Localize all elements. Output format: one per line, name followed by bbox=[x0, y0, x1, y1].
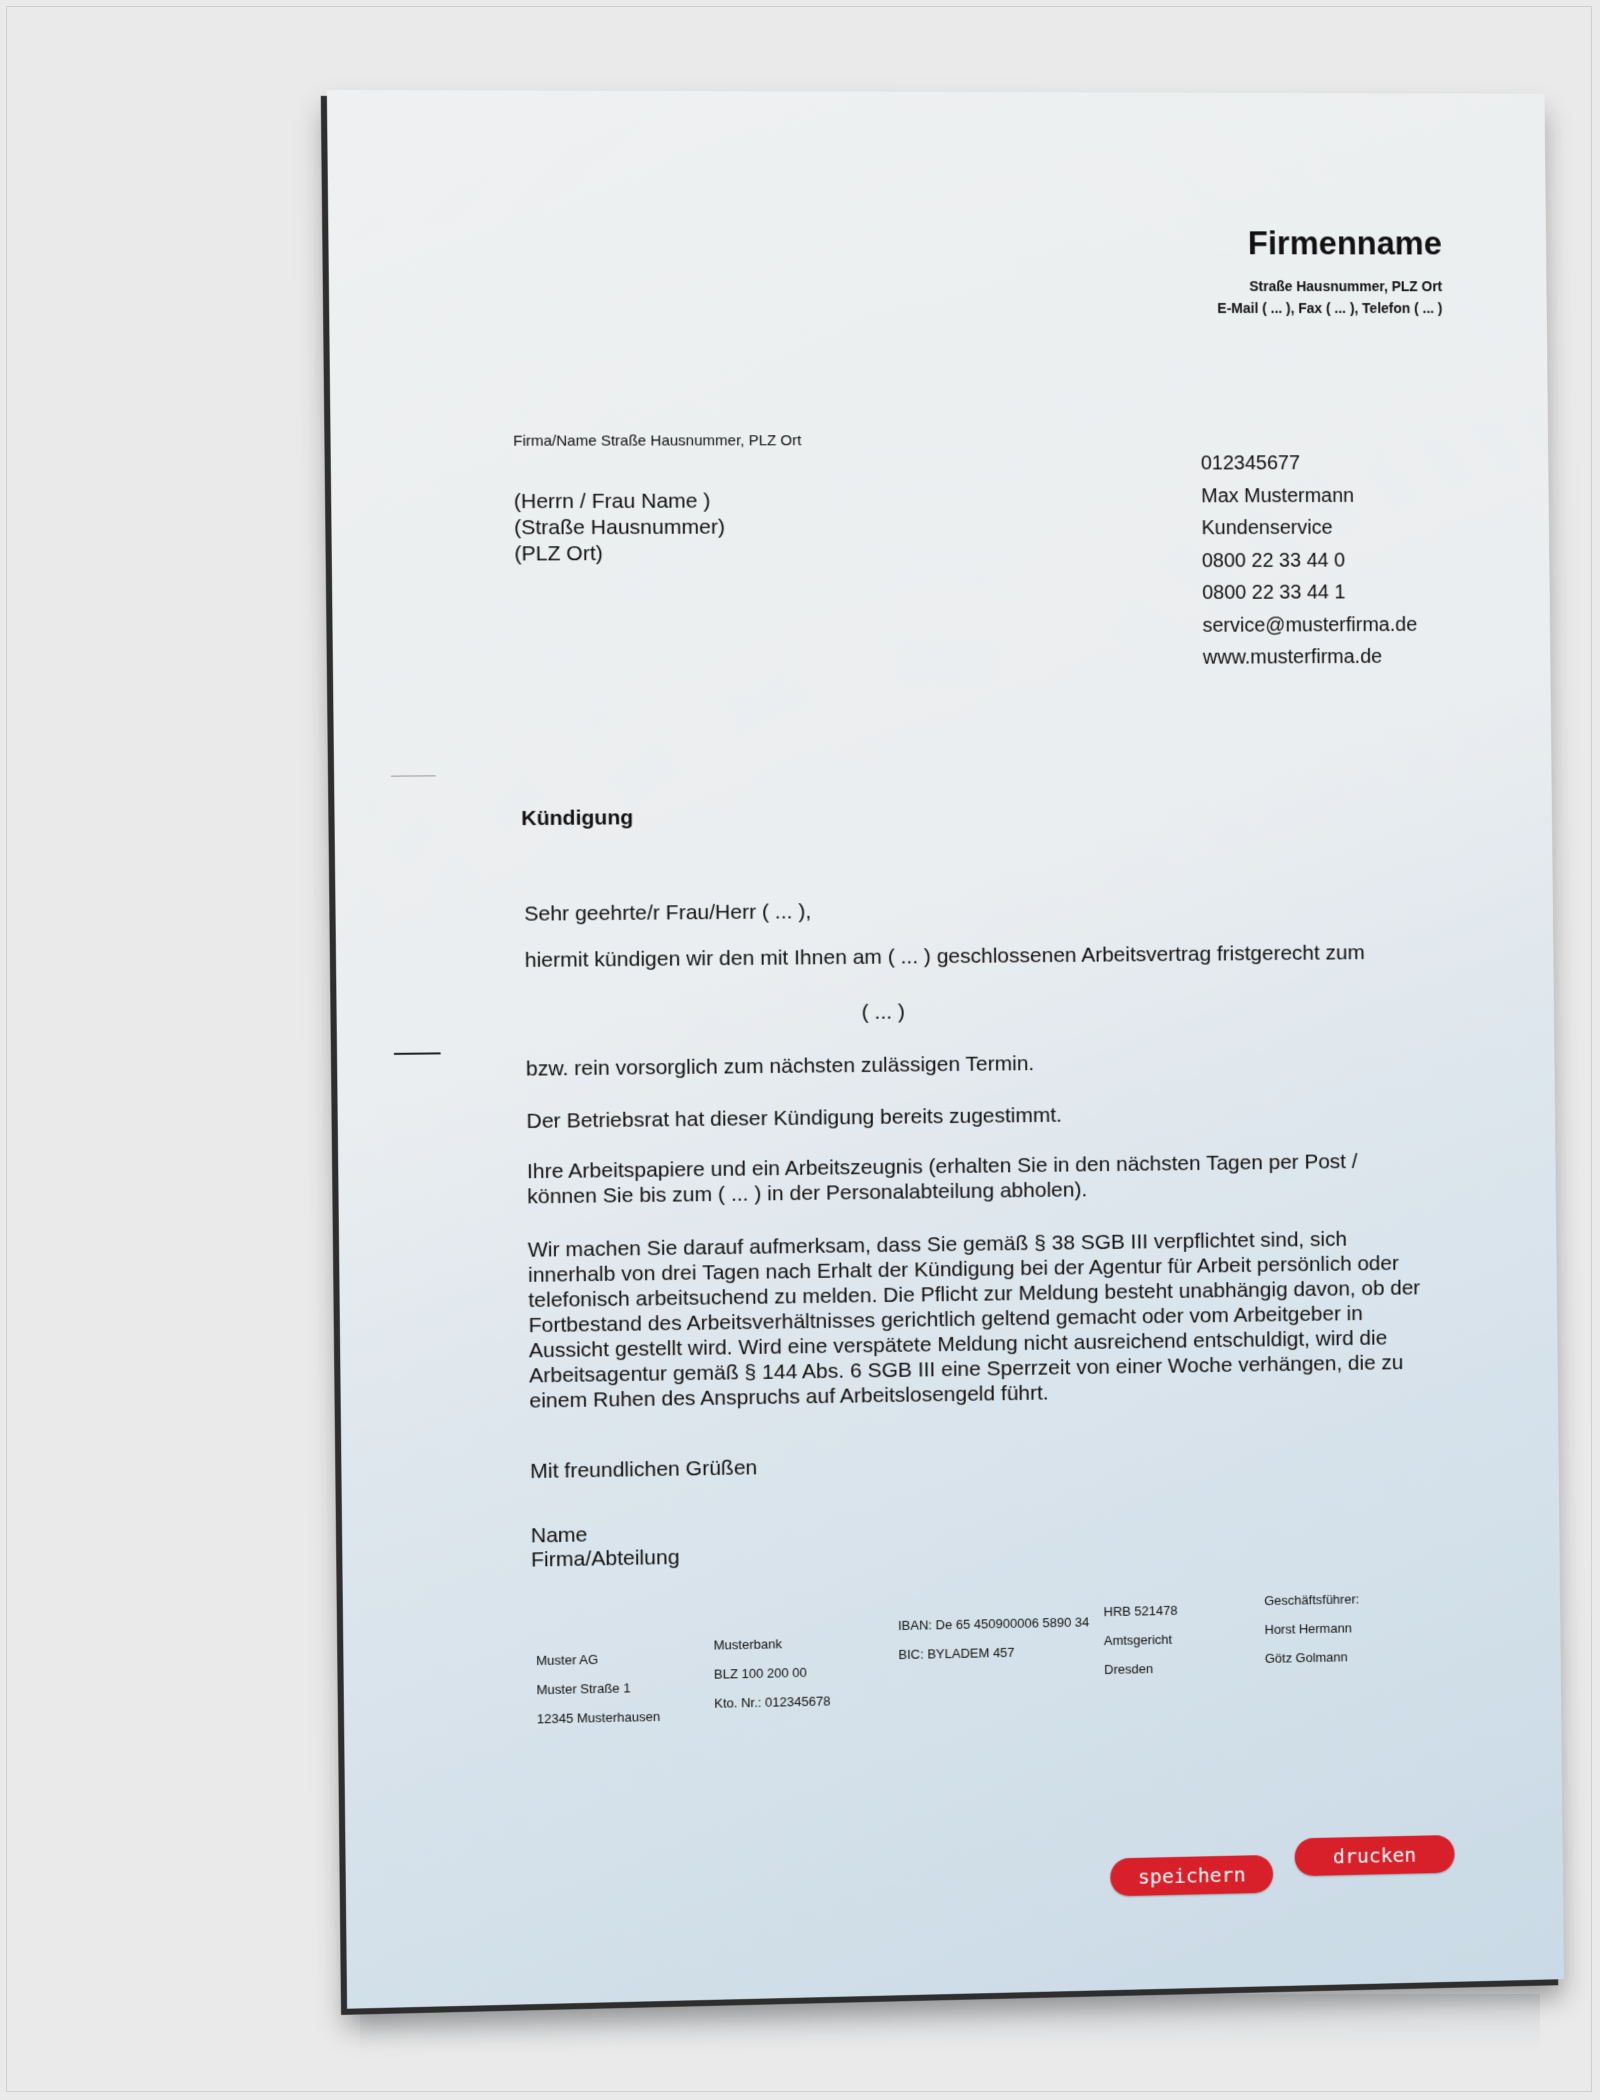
paragraph-alternative-date: bzw. rein vorsorglich zum nächsten zulässigen Termin. bbox=[525, 1052, 1035, 1081]
footer-line: Musterbank bbox=[713, 1636, 782, 1653]
footer-company bbox=[536, 1644, 660, 1734]
footer-line: HRB 521478 bbox=[1103, 1602, 1178, 1620]
paragraph-legal-notice: Wir machen Sie darauf aufmerksam, dass Sie gemäß § 38 SGB III verpflichtet sind, sich innerhalb von drei Tagen nach Erhalt der Kündigung bei der Agentur für Arbeit persönlich oder telefonisch arbeitsuchend zu melden. Die Pflicht zur Meldung besteht unabhängig davon, ob der Fortbestand des Arbeitsverhältnisses gerichtlich geltend gemacht oder vom Arbeitgeber in Aussicht gestellt wird. Wird eine verspätete Meldung nicht ausreichend entschuldigt, wird die Arbeitsagentur gemäß § 144 Abs. 6 SGB III eine Sperrzeit von einer Woche verhängen, die zu einem Ruhen des Anspruchs auf Arbeitslosengeld führt. bbox=[527, 1227, 1421, 1413]
contact-department: Kundenservice bbox=[1201, 516, 1333, 540]
footer-line: Geschäftsführer: bbox=[1264, 1591, 1360, 1609]
print-button[interactable]: drucken bbox=[1294, 1835, 1454, 1876]
contact-website: www.musterfirma.de bbox=[1202, 645, 1383, 669]
fold-mark bbox=[391, 775, 436, 776]
footer-line: Dresden bbox=[1104, 1661, 1154, 1678]
footer-line: 12345 Musterhausen bbox=[536, 1708, 661, 1727]
save-button[interactable]: speichern bbox=[1110, 1855, 1273, 1897]
footer-line: Kto. Nr.: 012345678 bbox=[714, 1693, 831, 1711]
footer-bank bbox=[713, 1628, 830, 1717]
paragraph-documents: Ihre Arbeitspapiere und ein Arbeitszeugnis (erhalten Sie in den nächsten Tagen per Post / können Sie bis zum ( ... ) in der Personalabteilung abholen). bbox=[526, 1150, 1358, 1209]
footer-line: Amtsgericht bbox=[1103, 1631, 1173, 1649]
contact-phone: 0800 22 33 44 0 bbox=[1201, 549, 1346, 572]
footer-register bbox=[1103, 1596, 1178, 1684]
salutation: Sehr geehrte/r Frau/Herr ( ... ), bbox=[524, 900, 812, 926]
letter-page bbox=[327, 90, 1564, 2009]
recipient-address bbox=[514, 489, 726, 568]
footer-line: Götz Golmann bbox=[1264, 1649, 1348, 1666]
closing-greeting: Mit freundlichen Grüßen bbox=[530, 1456, 758, 1484]
company-address: Straße Hausnummer, PLZ Ort bbox=[1249, 278, 1443, 295]
punch-mark bbox=[394, 1052, 441, 1055]
footer-line: Muster AG bbox=[536, 1651, 599, 1669]
footer-line: IBAN: De 65 450900006 5890 34 bbox=[898, 1614, 1090, 1634]
contact-fax: 0800 22 33 44 1 bbox=[1202, 581, 1346, 604]
recipient-name: (Herrn / Frau Name ) bbox=[513, 489, 711, 514]
signature-department: Firma/Abteilung bbox=[530, 1545, 680, 1572]
company-contact: E-Mail ( ... ), Fax ( ... ), Telefon ( ... ) bbox=[1217, 300, 1443, 317]
footer-iban bbox=[898, 1607, 1090, 1669]
footer-line: Muster Straße 1 bbox=[536, 1680, 631, 1698]
paragraph-works-council: Der Betriebsrat hat dieser Kündigung bereits zugestimmt. bbox=[526, 1103, 1063, 1133]
recipient-city: (PLZ Ort) bbox=[514, 542, 603, 566]
footer-line: Horst Hermann bbox=[1264, 1620, 1352, 1638]
recipient-street: (Straße Hausnummer) bbox=[513, 515, 726, 540]
signature-name: Name bbox=[530, 1523, 588, 1548]
reference-number: 012345677 bbox=[1200, 452, 1301, 475]
contact-block bbox=[1201, 447, 1418, 674]
contact-person: Max Mustermann bbox=[1201, 484, 1355, 507]
footer-line: BLZ 100 200 00 bbox=[713, 1664, 807, 1682]
date-placeholder: ( ... ) bbox=[861, 1000, 905, 1024]
paragraph-termination: hiermit kündigen wir den mit Ihnen am ( ... ) geschlossenen Arbeitsvertrag fristgerecht zum bbox=[524, 941, 1365, 972]
contact-email: service@musterfirma.de bbox=[1202, 613, 1418, 637]
letter-subject: Kündigung bbox=[521, 806, 634, 831]
footer-line: BIC: BYLADEM 457 bbox=[898, 1644, 1015, 1663]
footer-management bbox=[1264, 1584, 1360, 1672]
sender-return-address: Firma/Name Straße Hausnummer, PLZ Ort bbox=[513, 432, 802, 450]
company-name: Firmenname bbox=[1247, 224, 1442, 262]
